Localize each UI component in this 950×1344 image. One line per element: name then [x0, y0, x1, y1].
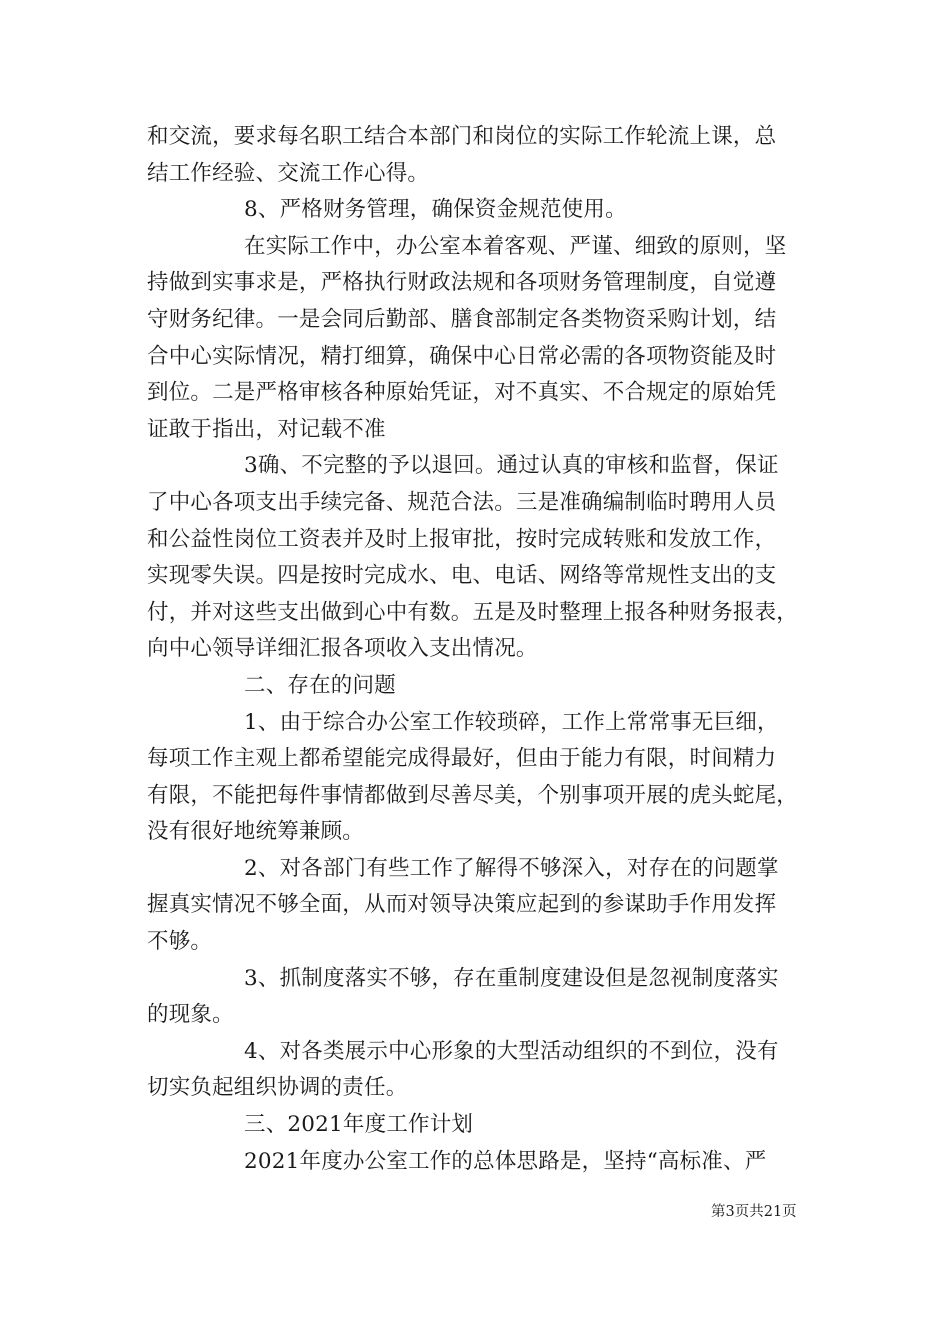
text-line: 和公益性岗位工资表并及时上报审批，按时完成转账和发放工作，	[147, 526, 777, 552]
paragraph-start: 2021年度办公室工作的总体思路是，坚持“高标准、严	[244, 1148, 767, 1174]
page-number-footer: 第3页共21页	[711, 1204, 797, 1220]
paragraph-start: 1、由于综合办公室工作较琐碎，工作上常常事无巨细，	[244, 709, 779, 735]
text-line: 付，并对这些支出做到心中有数。五是及时整理上报各种财务报表，	[147, 599, 799, 625]
paragraph-start: 3确、不完整的予以退回。通过认真的审核和监督，保证	[244, 453, 779, 479]
text-line: 到位。二是严格审核各种原始凭证，对不真实、不合规定的原始凭	[147, 380, 777, 406]
text-line: 向中心领导详细汇报各项收入支出情况。	[147, 636, 538, 662]
text-line: 和交流，要求每名职工结合本部门和岗位的实际工作轮流上课，总	[147, 124, 777, 149]
body-text	[147, 119, 813, 1180]
text-line: 持做到实事求是，严格执行财政法规和各项财务管理制度，自觉遵	[147, 270, 777, 296]
text-line: 证敢于指出，对记载不准	[147, 416, 386, 442]
paragraph-start: 2、对各部门有些工作了解得不够深入，对存在的问题掌	[244, 855, 779, 881]
text-line: 没有很好地统筹兼顾。	[147, 819, 365, 845]
section-item-heading: 8、严格财务管理，确保资金规范使用。	[244, 197, 627, 223]
text-line: 不够。	[147, 929, 213, 955]
text-line: 了中心各项支出手续完备、规范合法。三是准确编制临时聘用人员	[147, 489, 777, 515]
text-line: 每项工作主观上都希望能完成得最好，但由于能力有限，时间精力	[147, 746, 777, 772]
text-line: 结工作经验、交流工作心得。	[147, 160, 430, 186]
paragraph-start: 4、对各类展示中心形象的大型活动组织的不到位，没有	[244, 1038, 779, 1064]
text-line: 有限，不能把每件事情都做到尽善尽美，个别事项开展的虎头蛇尾，	[147, 782, 799, 808]
section-heading: 二、存在的问题	[244, 672, 396, 698]
paragraph-start: 在实际工作中，办公室本着客观、严谨、细致的原则，坚	[244, 233, 787, 259]
text-line: 的现象。	[147, 1002, 234, 1028]
text-line: 实现零失误。四是按时完成水、电、电话、网络等常规性支出的支	[147, 563, 777, 589]
text-line: 握真实情况不够全面，从而对领导决策应起到的参谋助手作用发挥	[147, 892, 777, 918]
paragraph-start: 3、抓制度落实不够，存在重制度建设但是忽视制度落实	[244, 965, 779, 991]
text-line: 切实负起组织协调的责任。	[147, 1075, 408, 1101]
section-heading: 三、2021年度工作计划	[244, 1112, 474, 1138]
text-line: 合中心实际情况，精打细算，确保中心日常必需的各项物资能及时	[147, 343, 777, 369]
text-line: 守财务纪律。一是会同后勤部、膳食部制定各类物资采购计划，结	[147, 306, 777, 332]
